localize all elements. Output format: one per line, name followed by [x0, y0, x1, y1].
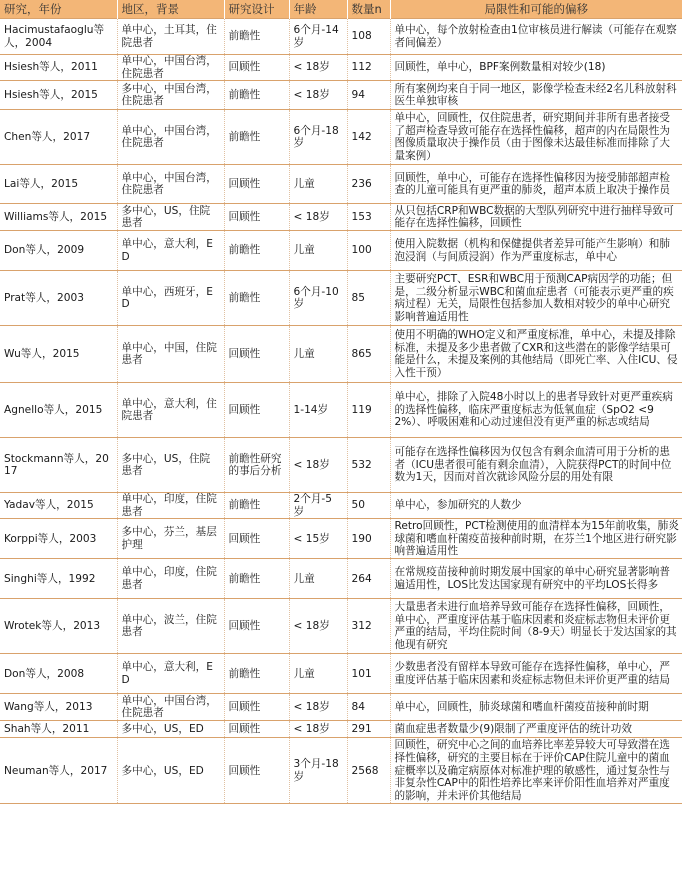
table-row: [0, 694, 682, 721]
cell-n: 85: [347, 271, 390, 326]
cell-study: Williams等人，2015: [0, 204, 117, 231]
cell-region: 单中心，印度，住院患者: [117, 559, 224, 599]
cell-design: 回顾性: [224, 204, 289, 231]
cell-n: 532: [347, 438, 390, 493]
cell-region: 多中心，中国台湾，住院患者: [117, 81, 224, 110]
cell-age: 儿童: [289, 654, 347, 694]
table-row: [0, 271, 682, 326]
cell-limitation: 单中心，回顾性，肺炎球菌和嗜血杆菌疫苗接种前时期: [390, 694, 682, 721]
cell-limitation: 菌血症患者数量少(9)限制了严重度评估的统计功效: [390, 721, 682, 738]
cell-limitation: 单中心，每个放射检查由1位审核员进行解读（可能存在观察者间偏差）: [390, 19, 682, 55]
cell-limitation: 回顾性，研究中心之间的血培养比率差异较大可导致潜在选择性偏移，研究的主要目标在于评价CAP住院儿童中的菌血症概率以及确定病原体对标准护理的敏感性，通过复杂性与非复杂性CAP中的阳性培养比率来评价阳性血培养对严重度的影响，并未评价其他结局: [390, 738, 682, 804]
cell-design: 前瞻性: [224, 271, 289, 326]
cell-limitation: 单中心，参加研究的人数少: [390, 493, 682, 519]
cell-n: 50: [347, 493, 390, 519]
cell-limitation: 大量患者未进行血培养导致可能存在选择性偏移，回顾性，单中心，严重度评估基于临床因素和炎症标志物但未评价更严重的结局，平均住院时间（8-9天）明显长于发达国家的其他现有研究: [390, 599, 682, 654]
cell-study: Hsiesh等人，2015: [0, 81, 117, 110]
cell-age: < 18岁: [289, 204, 347, 231]
cell-age: 儿童: [289, 326, 347, 383]
table-row: [0, 738, 682, 804]
table-row: [0, 165, 682, 204]
cell-age: < 18岁: [289, 599, 347, 654]
cell-n: 84: [347, 694, 390, 721]
table-row: [0, 599, 682, 654]
cell-design: 前瞻性: [224, 559, 289, 599]
cell-n: 142: [347, 110, 390, 165]
cell-age: < 18岁: [289, 438, 347, 493]
cell-design: 前瞻性: [224, 110, 289, 165]
cell-age: < 15岁: [289, 519, 347, 559]
cell-region: 多中心，US，ED: [117, 721, 224, 738]
cell-n: 312: [347, 599, 390, 654]
cell-region: 多中心，芬兰，基层护理: [117, 519, 224, 559]
cell-n: 2568: [347, 738, 390, 804]
table-row: [0, 19, 682, 55]
cell-region: 单中心，中国台湾，住院患者: [117, 165, 224, 204]
cell-region: 单中心，印度，住院患者: [117, 493, 224, 519]
cell-design: 回顾性: [224, 383, 289, 438]
cell-n: 94: [347, 81, 390, 110]
cell-age: 1-14岁: [289, 383, 347, 438]
cell-design: 前瞻性: [224, 19, 289, 55]
cell-region: 单中心，中国台湾，住院患者: [117, 55, 224, 81]
cell-region: 多中心，US，ED: [117, 738, 224, 804]
cell-age: 6个月-14岁: [289, 19, 347, 55]
header-design: 研究设计: [224, 0, 289, 19]
cell-limitation: 使用入院数据（机构和保健提供者差异可能产生影响）和肺泡浸润（与间质浸润）作为严重度标志，单中心: [390, 231, 682, 271]
cell-limitation: 使用不明确的WHO定义和严重度标准，单中心，未提及排除标准，未提及多少患者做了CXR和这些潜在的影像学结果可能是什么，未提及案例的其他结局（即死亡率、入住ICU、侵入性干预）: [390, 326, 682, 383]
cell-study: Shah等人，2011: [0, 721, 117, 738]
cell-study: Hacimustafaoglu等人，2004: [0, 19, 117, 55]
cell-design: 前瞻性: [224, 231, 289, 271]
cell-n: 153: [347, 204, 390, 231]
cell-study: Lai等人，2015: [0, 165, 117, 204]
table-row: [0, 81, 682, 110]
cell-study: Agnello等人，2015: [0, 383, 117, 438]
header-age: 年龄: [289, 0, 347, 19]
cell-design: 前瞻性: [224, 493, 289, 519]
cell-age: 儿童: [289, 231, 347, 271]
cell-age: 6个月-18岁: [289, 110, 347, 165]
cell-study: Singhi等人，1992: [0, 559, 117, 599]
cell-n: 865: [347, 326, 390, 383]
cell-study: Don等人，2009: [0, 231, 117, 271]
cell-region: 多中心，US，住院患者: [117, 204, 224, 231]
cell-study: Stockmann等人，2017: [0, 438, 117, 493]
cell-region: 单中心，西班牙，ED: [117, 271, 224, 326]
cell-limitation: 单中心，排除了入院48小时以上的患者导致针对更严重疾病的选择性偏移，临床严重度标志为低氧血症（SpO2 <92%）、呼吸困难和心动过速但没有更严重的标志或结局: [390, 383, 682, 438]
cell-region: 单中心，中国，住院患者: [117, 326, 224, 383]
cell-study: Prat等人，2003: [0, 271, 117, 326]
header-limitation: 局限性和可能的偏移: [390, 0, 682, 19]
cell-limitation: 可能存在选择性偏移因为仅包含有剩余血清可用于分析的患者（ICU患者很可能有剩余血清），入院获得PCT的时间中位数为1天，因而对首次就诊风险分层的用处有限: [390, 438, 682, 493]
cell-region: 单中心，意大利，住院患者: [117, 383, 224, 438]
cell-age: 2个月-5岁: [289, 493, 347, 519]
table-row: [0, 326, 682, 383]
header-study: 研究，年份: [0, 0, 117, 19]
cell-study: Wang等人，2013: [0, 694, 117, 721]
cell-region: 单中心，中国台湾，住院患者: [117, 694, 224, 721]
cell-study: Chen等人，2017: [0, 110, 117, 165]
cell-design: 回顾性: [224, 721, 289, 738]
cell-region: 单中心，波兰，住院患者: [117, 599, 224, 654]
cell-region: 多中心，US，住院患者: [117, 438, 224, 493]
cell-limitation: 主要研究PCT、ESR和WBC用于预测CAP病因学的功能；但是，二级分析显示WBC和菌血症患者（可能表示更严重的疾病过程）无关，局限性包括参加人数相对较少的单中心研究影响普遍适用性: [390, 271, 682, 326]
table-row: [0, 110, 682, 165]
cell-design: 回顾性: [224, 599, 289, 654]
cell-design: 回顾性: [224, 326, 289, 383]
cell-limitation: 所有案例均来自于同一地区，影像学检查未经2名儿科放射科医生单独审核: [390, 81, 682, 110]
cell-limitation: 回顾性，单中心，BPF案例数量相对较少(18): [390, 55, 682, 81]
cell-study: Wrotek等人，2013: [0, 599, 117, 654]
cell-age: 儿童: [289, 559, 347, 599]
cell-n: 264: [347, 559, 390, 599]
cell-design: 前瞻性研究的事后分析: [224, 438, 289, 493]
cell-study: Hsiesh等人，2011: [0, 55, 117, 81]
table-body: [0, 19, 682, 804]
cell-n: 112: [347, 55, 390, 81]
cell-region: 单中心，意大利，ED: [117, 231, 224, 271]
cell-study: Yadav等人，2015: [0, 493, 117, 519]
cell-study: Korppi等人，2003: [0, 519, 117, 559]
cell-n: 101: [347, 654, 390, 694]
header-region: 地区，背景: [117, 0, 224, 19]
cell-limitation: 单中心，回顾性，仅住院患者，研究期间并非所有患者接受了超声检查导致可能存在选择性偏移，超声的内在局限性为图像质量取决于操作员（由于图像未达最佳标准而排除了大量案例）: [390, 110, 682, 165]
cell-n: 291: [347, 721, 390, 738]
header-n: 数量n: [347, 0, 390, 19]
cell-study: Don等人，2008: [0, 654, 117, 694]
table-row: [0, 519, 682, 559]
table-row: [0, 438, 682, 493]
table-header: [0, 0, 682, 19]
cell-limitation: 回顾性，单中心，可能存在选择性偏移因为接受肺部超声检查的儿童可能具有更严重的肺炎，超声本质上取决于操作员: [390, 165, 682, 204]
table-row: [0, 55, 682, 81]
table-row: [0, 721, 682, 738]
cell-n: 100: [347, 231, 390, 271]
table-row: [0, 493, 682, 519]
cell-limitation: 在常规疫苗接种前时期发展中国家的单中心研究显著影响普遍适用性，LOS比发达国家现有研究中的平均LOS长得多: [390, 559, 682, 599]
cell-n: 119: [347, 383, 390, 438]
cell-age: 儿童: [289, 165, 347, 204]
cell-region: 单中心，中国台湾，住院患者: [117, 110, 224, 165]
cell-study: Wu等人，2015: [0, 326, 117, 383]
cell-n: 108: [347, 19, 390, 55]
cell-age: < 18岁: [289, 55, 347, 81]
table-row: [0, 383, 682, 438]
cell-design: 前瞻性: [224, 654, 289, 694]
table-row: [0, 559, 682, 599]
cell-age: < 18岁: [289, 721, 347, 738]
cell-design: 回顾性: [224, 694, 289, 721]
cell-limitation: Retro回顾性，PCT检测使用的血清样本为15年前收集，肺炎球菌和嗜血杆菌疫苗接种前时期，在芬兰1个地区进行研究影响普遍适用性: [390, 519, 682, 559]
cell-region: 单中心，土耳其，住院患者: [117, 19, 224, 55]
cell-limitation: 从只包括CRP和WBC数据的大型队列研究中进行抽样导致可能存在选择性偏移，回顾性: [390, 204, 682, 231]
cell-age: 6个月-10岁: [289, 271, 347, 326]
cell-design: 回顾性: [224, 738, 289, 804]
cell-design: 回顾性: [224, 519, 289, 559]
cell-design: 前瞻性: [224, 81, 289, 110]
cell-age: < 18岁: [289, 694, 347, 721]
cell-design: 回顾性: [224, 165, 289, 204]
table-row: [0, 204, 682, 231]
table-row: [0, 654, 682, 694]
cell-limitation: 少数患者没有留样本导致可能存在选择性偏移，单中心，严重度评估基于临床因素和炎症标志物但未评价更严重的结局: [390, 654, 682, 694]
cell-study: Neuman等人，2017: [0, 738, 117, 804]
cell-age: 3个月-18岁: [289, 738, 347, 804]
table-row: [0, 231, 682, 271]
cell-n: 236: [347, 165, 390, 204]
cell-design: 回顾性: [224, 55, 289, 81]
cell-n: 190: [347, 519, 390, 559]
header-row: [0, 0, 682, 19]
cell-region: 单中心，意大利，ED: [117, 654, 224, 694]
cell-age: < 18岁: [289, 81, 347, 110]
